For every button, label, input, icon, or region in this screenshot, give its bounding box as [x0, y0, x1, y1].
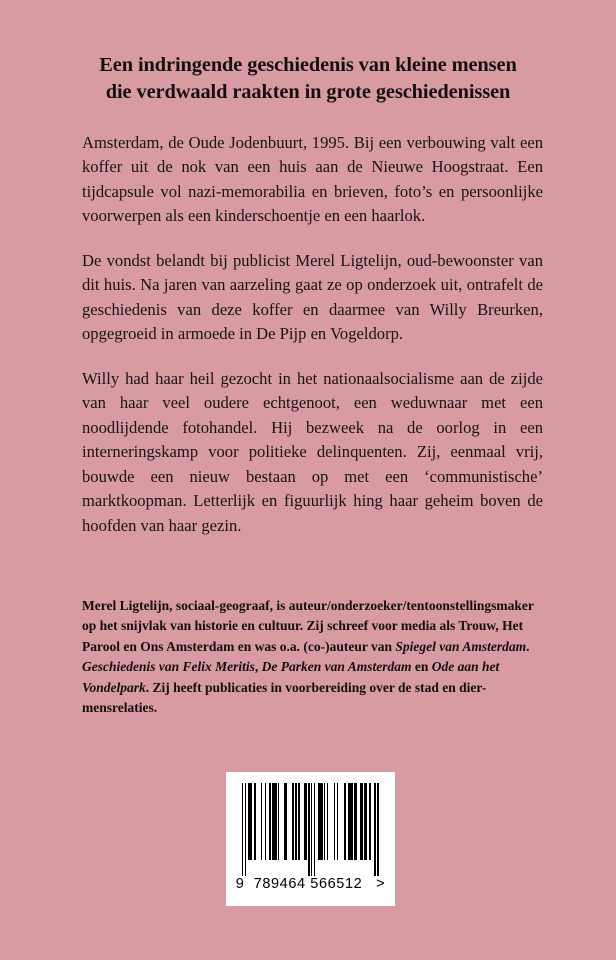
bio-separator: . — [526, 638, 530, 654]
barcode-panel — [226, 772, 395, 906]
author-bio-outro: . Zij heeft publicaties in voorbereiding over de stad en dier-mensrelaties. — [82, 679, 487, 716]
book-title-felix-meritis: Geschiedenis van Felix Meritis — [82, 659, 255, 675]
book-title-parken-van-amsterdam: De Parken van Amsterdam — [261, 659, 412, 675]
book-title-ode-aan-het-vondelpark: Ode aan het Vondelpark — [82, 659, 500, 695]
bio-separator: , — [254, 659, 262, 675]
isbn-number: 9 789464 566512 > — [235, 876, 386, 892]
headline-line-2: die verdwaald raakten in grote geschiedenissen — [105, 81, 511, 104]
blurb-paragraph: Willy had haar heil gezocht in het nationaalsocialisme aan de zijde van haar veel oudere echtgenoot, een weduwnaar met een noodlijdende fotohandel. Hij bezweek na de oorlog in een interneringskamp voor politieke delinquenten. Zij, eenmaal vrij, bouwde een nieuw bestaan op met een ‘communistische’ marktkoopman. Letterlijk en figuurlijk hing haar geheim boven de hoofden van haar gezin. — [82, 368, 543, 535]
bio-separator: en — [411, 659, 432, 675]
book-title-spiegel-van-amsterdam: Spiegel van Amsterdam — [395, 638, 527, 654]
author-bio — [82, 596, 546, 719]
headline-line-1: Een indringende geschiedenis van kleine mensen — [99, 54, 517, 76]
barcode-bars — [242, 783, 379, 876]
blurb-text — [82, 131, 543, 538]
author-bio-intro: Merel Ligtelijn, sociaal-geograaf, is auteur/onderzoeker/tentoonstellingsmaker op het snijvlak van historie en cultuur. Zij schreef voor media als Trouw, Het Parool en Ons Amsterdam en was o.a. (co-)auteur van — [82, 598, 534, 654]
blurb-paragraph: Amsterdam, de Oude Jodenbuurt, 1995. Bij een verbouwing valt een koffer uit de nok van een huis aan de Nieuwe Hoogstraat. Een tijdcapsule vol nazi-memorabilia en brieven, foto’s en persoonlijke voorwerpen als een kinderschoentje en een haarlok. — [82, 133, 543, 226]
page-title — [70, 52, 546, 106]
blurb-paragraph: De vondst belandt bij publicist Merel Ligtelijn, oud-bewoonster van dit huis. Na jaren van aarzeling gaat ze op onderzoek uit, ontrafelt de geschiedenis van deze koffer en daarmee van Willy Breurken, opgegroeid in armoede in De Pijp en Vogeldorp. — [82, 250, 543, 344]
